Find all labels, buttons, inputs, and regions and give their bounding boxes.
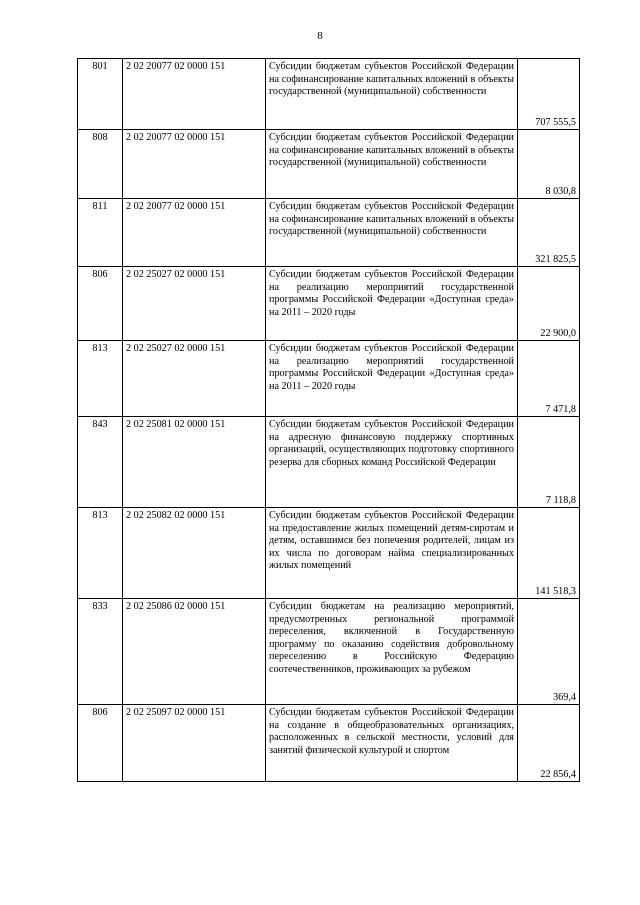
admin-code-cell: 808 xyxy=(78,130,123,199)
page-number: 8 xyxy=(317,30,323,42)
table-row xyxy=(78,599,580,705)
description-cell: Субсидии бюджетам субъектов Российской Федерации на создание в общеобразовательных организациях, расположенных в сельской местности, условий для занятий физической культурой и спортом xyxy=(266,705,518,782)
table-row xyxy=(78,341,580,417)
table-row xyxy=(78,267,580,341)
amount-cell: 7 118,8 xyxy=(518,417,580,508)
description-cell: Субсидии бюджетам субъектов Российской Федерации на адресную финансовую поддержку спортивных организаций, осуществляющих подготовку спортивного резерва для сборных команд Российской Федерации xyxy=(266,417,518,508)
description-cell: Субсидии бюджетам субъектов Российской Федерации на предоставление жилых помещений детям-сиротам и детям, оставшимся без попечения родителей, лицам из их числа по договорам найма специализированных жилых помещений xyxy=(266,508,518,599)
description-cell: Субсидии бюджетам на реализацию мероприятий, предусмотренных региональной программой переселения, включенной в Государственную программу по оказанию содействия добровольному переселению в Российскую Федерацию соотечественников, проживающих за рубежом xyxy=(266,599,518,705)
amount-cell: 369,4 xyxy=(518,599,580,705)
admin-code-cell: 833 xyxy=(78,599,123,705)
description-cell: Субсидии бюджетам субъектов Российской Федерации на софинансирование капитальных вложений в объекты государственной (муниципальной) собственности xyxy=(266,199,518,267)
admin-code-cell: 811 xyxy=(78,199,123,267)
table-row xyxy=(78,130,580,199)
amount-cell: 7 471,8 xyxy=(518,341,580,417)
admin-code-cell: 813 xyxy=(78,341,123,417)
amount-cell: 22 900,0 xyxy=(518,267,580,341)
table-row xyxy=(78,59,580,130)
description-cell: Субсидии бюджетам субъектов Российской Федерации на реализацию мероприятий государственной программы Российской Федерации «Доступная среда» на 2011 – 2020 годы xyxy=(266,267,518,341)
amount-cell: 707 555,5 xyxy=(518,59,580,130)
table-row xyxy=(78,508,580,599)
amount-cell: 141 518,3 xyxy=(518,508,580,599)
budget-code-cell: 2 02 20077 02 0000 151 xyxy=(123,199,266,267)
budget-code-cell: 2 02 25097 02 0000 151 xyxy=(123,705,266,782)
amount-cell: 321 825,5 xyxy=(518,199,580,267)
description-cell: Субсидии бюджетам субъектов Российской Федерации на софинансирование капитальных вложений в объекты государственной (муниципальной) собственности xyxy=(266,59,518,130)
budget-code-cell: 2 02 25082 02 0000 151 xyxy=(123,508,266,599)
budget-table xyxy=(77,58,580,782)
admin-code-cell: 843 xyxy=(78,417,123,508)
admin-code-cell: 801 xyxy=(78,59,123,130)
admin-code-cell: 806 xyxy=(78,267,123,341)
budget-code-cell: 2 02 20077 02 0000 151 xyxy=(123,59,266,130)
budget-code-cell: 2 02 25081 02 0000 151 xyxy=(123,417,266,508)
budget-code-cell: 2 02 25027 02 0000 151 xyxy=(123,267,266,341)
budget-code-cell: 2 02 20077 02 0000 151 xyxy=(123,130,266,199)
table-row xyxy=(78,417,580,508)
description-cell: Субсидии бюджетам субъектов Российской Федерации на реализацию мероприятий государственной программы Российской Федерации «Доступная среда» на 2011 – 2020 годы xyxy=(266,341,518,417)
amount-cell: 22 856,4 xyxy=(518,705,580,782)
budget-code-cell: 2 02 25027 02 0000 151 xyxy=(123,341,266,417)
amount-cell: 8 030,8 xyxy=(518,130,580,199)
budget-code-cell: 2 02 25086 02 0000 151 xyxy=(123,599,266,705)
admin-code-cell: 813 xyxy=(78,508,123,599)
admin-code-cell: 806 xyxy=(78,705,123,782)
table-row xyxy=(78,705,580,782)
table-row xyxy=(78,199,580,267)
description-cell: Субсидии бюджетам субъектов Российской Федерации на софинансирование капитальных вложений в объекты государственной (муниципальной) собственности xyxy=(266,130,518,199)
